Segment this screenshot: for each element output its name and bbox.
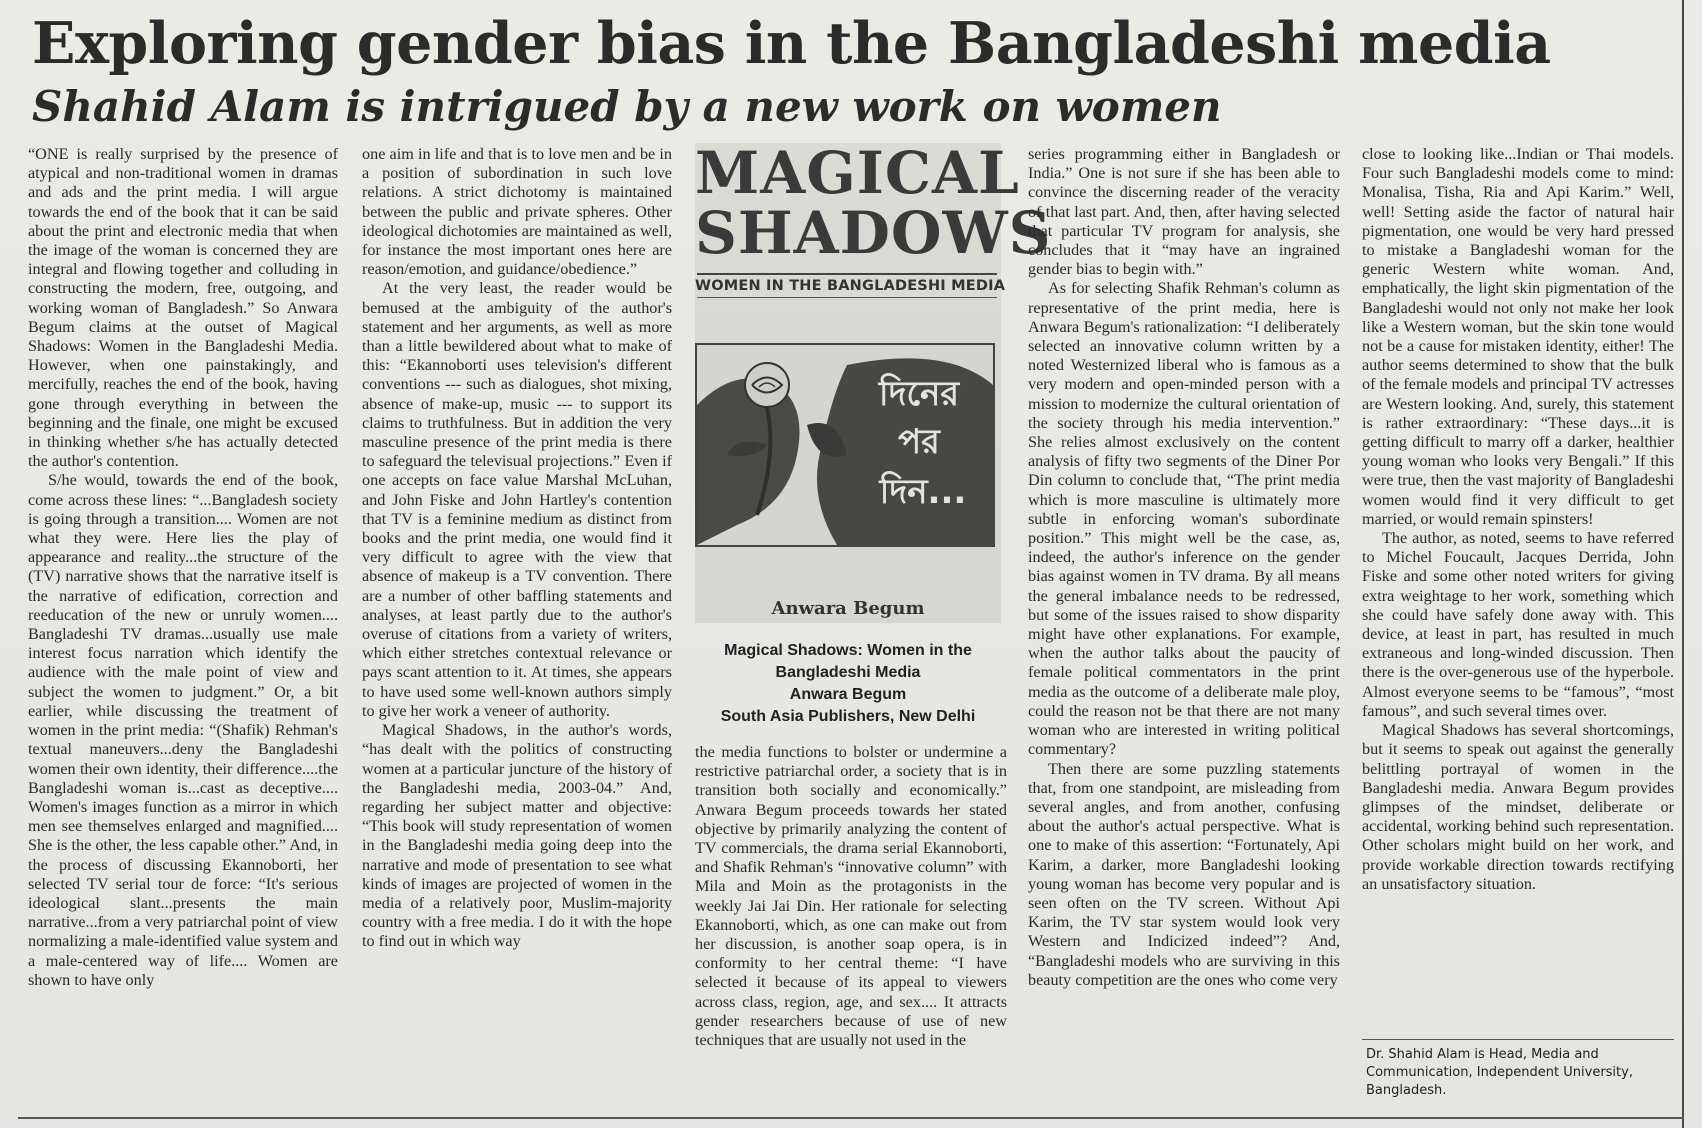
book-cover-rule	[697, 273, 997, 275]
column-3	[695, 743, 1007, 1050]
book-cover-title-line: SHADOWS	[695, 199, 1052, 267]
art-text: দিন...	[879, 472, 967, 512]
book-info-author: Anwara Begum	[789, 686, 907, 703]
rose-illustration-icon	[697, 345, 993, 545]
art-text: পর	[898, 422, 940, 462]
book-info-title: Bangladeshi Media	[775, 664, 921, 681]
column-1	[28, 145, 338, 990]
paragraph: Then there are some puzzling statements that, from one standpoint, are misleading from several angles, and from another, confusing about the author's actual perspective. What is one to make of this assertion: “Fortunately, Api Karim, a darker, more Bangladeshi looking young woman has become very popular and is seen often on the TV screen. Without Api Karim, the TV star system would look very Western and Indicized indeed”? And, “Bangladeshi models who are surviving in this beauty competition are the ones who come very	[1028, 759, 1340, 989]
book-cover	[695, 139, 1052, 623]
paragraph: At the very least, the reader would be bemused at the ambiguity of the author's statement and her arguments, as well as more than a little bewildered about what to make of this: “Ekannoborti uses television's different conventions --- such as dialogues, shot mixing, absence of make-up, music --- to support its claims to truthfulness. But in addition the very masculine presence of the print media is there to safeguard the televisual projections.” Even if one accepts on face value Marshal McLuhan, and John Fiske and John Hartley's contention that TV is a feminine medium as distinct from books and the print media, one would find it very difficult to agree with the view that absence of makeup is a TV convention. There are a number of other baffling statements and analyses, at least partly due to the author's overuse of citations from a variety of writers, which either stretches contextual relevance or pays scant attention to it. At times, she appears to have used some well-known authors simply to give her work a veneer of authority.	[362, 279, 672, 720]
book-info-title: Magical Shadows: Women in the	[724, 642, 972, 659]
paragraph: The author, as noted, seems to have referred to Michel Foucault, Jacques Derrida, John Fiske and some other noted writers for giving extra weightage to her work, something which she could have safely done away with. This device, at least in part, has resulted in much extraneous and long-winded discussion. Then there is the over-generous use of the hyperbole. Almost everyone seems to be “famous”, “most famous”, and such several times over.	[1362, 529, 1674, 720]
column-5	[1362, 145, 1674, 894]
column-rule	[1682, 0, 1684, 1128]
paragraph: series programming either in Bangladesh or India.” One is not sure if she has been able to convince the discerning reader of the veracity of that last part. And, then, after having selected that particular TV program for analysis, she concludes that it “may have an ingrained gender bias to begin with.”	[1028, 145, 1340, 279]
column-4	[1028, 145, 1340, 990]
paragraph: S/he would, towards the end of the book, come across these lines: “...Bangladesh society is going through a transition.... Women are not what they were. Here lies the play of appearance and reality...the structure of the (TV) narrative shows that the narrative itself is the narrative of edification, correction and reeducation of the new or unruly women.... Bangladeshi TV dramas...usually use male interest focus narration which identify the audience with the male point of view and subject the women to judgment.” Or, a bit earlier, while discussing the treatment of women in the print media: “(Shafik) Rehman's textual maneuvers...deny the Bangladeshi women their own identity, their difference....the Bangladeshi woman is...cast as deceptive.... Women's images function as a mirror in which men see themselves enlarged and magnified.... She is the other, the less capable other.” And, in the process of discussing Ekannoborti, her selected TV serial tour de force: “It's serious ideological slant...presents the main narrative...from a very patriarchal point of view normalizing a male-identified value system and a male-centered way of life.... Women are shown to have only	[28, 471, 338, 989]
art-text: দিনের	[878, 374, 960, 414]
paragraph: one aim in life and that is to love men and be in a position of subordination in such love relations. A strict dichotomy is maintained between the public and private spheres. Other ideological dichotomies are maintained as well, for instance the most important ones here are reason/emotion, and guidance/obedience.”	[362, 145, 672, 279]
book-cover-title	[695, 139, 1052, 267]
book-cover-illustration	[695, 343, 995, 547]
column-2	[362, 145, 672, 952]
headline: Exploring gender bias in the Bangladeshi media	[32, 10, 1551, 77]
book-cover-author: Anwara Begum	[771, 598, 925, 619]
paragraph: Magical Shadows has several shortcomings, but it seems to speak out against the generally belittling portrayal of women in the Bangladeshi media. Anwara Begum provides glimpses of the mindset, deliberate or accidental, working behind such representation. Other scholars might build on her work, and provide workable direction towards rectifying an unsatisfactory situation.	[1362, 721, 1674, 893]
subhead: Shahid Alam is intrigued by a new work on women	[32, 82, 1222, 131]
page-rule	[18, 1117, 1684, 1119]
book-cover-subtitle: WOMEN IN THE BANGLADESHI MEDIA	[695, 278, 1006, 294]
book-cover-title-line: MAGICAL	[695, 139, 1020, 207]
book-info	[695, 640, 1001, 728]
paragraph: the media functions to bolster or undermine a restrictive patriarchal order, a society that is in transition both socially and economically.” Anwara Begum proceeds towards her stated objective by primarily analyzing the content of TV commercials, the drama serial Ekannoborti, and Shafik Rehman's “innovative column” with Mila and Moin as the protagonists in the weekly Jai Jai Din. Her rationale for selecting Ekannoborti, which, as one can make out from her discussion, is another soap opera, is in conformity to her central theme: “I have selected it because of its appeal to viewers across class, region, age, and sex.... It attracts gender researchers because of use of new techniques that are usually not used in the	[695, 743, 1007, 1050]
paragraph: “ONE is really surprised by the presence of atypical and non-traditional women in dramas and ads and the print media. I will argue towards the end of the book that it can be said about the print and electronic media that when the image of the woman is concerned they are integral and flowing together and colluding in constructing the modern, free, outgoing, and working woman of Bangladesh.” So Anwara Begum claims at the outset of Magical Shadows: Women in the Bangladeshi Media. However, when one painstakingly, and mercifully, reaches the end of the book, having gone through everything in between the beginning and the finale, one might be excused in thinking whether s/he has actually detected the author's contention.	[28, 145, 338, 471]
bio-divider	[1362, 1039, 1674, 1040]
author-bio: Dr. Shahid Alam is Head, Media and Communication, Independent University, Bangladesh.	[1366, 1047, 1633, 1098]
paragraph: close to looking like...Indian or Thai models. Four such Bangladeshi models come to mind: Monalisa, Tisha, Ria and Api Karim.” Well, well! Setting aside the factor of natural hair pigmentation, one would be very hard pressed to mistake a Bangladeshi woman for the generic Western white woman. And, emphatically, the light skin pigmentation of the Bangladeshi would not only not make her look like a Western woman, but the skin tone would not be a cause for mistaken identity, either! The author seems determined to show that the bulk of the female models and principal TV actresses are Western looking. And, surely, this statement is rather extraordinary: “These days...it is getting difficult to marry off a darker, healthier young woman who looks very Bengali.” If this were true, then the vast majority of Bangladeshi women would find it very difficult to get married, or would remain spinsters!	[1362, 145, 1674, 528]
paragraph: Magical Shadows, in the author's words, “has dealt with the politics of constructing women at a particular juncture of the history of the Bangladeshi media, 2003-04.” And, regarding her subject matter and objective: “This book will study representation of women in the Bangladeshi media going deep into the narrative and mode of presentation to see what kinds of images are projected of women in the media of a relatively poor, Muslim-majority country with a free media. I do it with the hope to find out in which way	[362, 721, 672, 951]
paragraph: As for selecting Shafik Rehman's column as representative of the print media, here is Anwara Begum's rationalization: “I deliberately selected an innovative column written by a noted Westernized liberal who is famous as a very modern and open-minded person with a mission to modernize the cultural orientation of the society through his media intervention.” She relies almost exclusively on the content analysis of fifty two segments of the Diner Por Din column to conclude that, “The print media which is more masculine is ultimately more subtle in enforcing woman's subordinate position.” This might well be the case, as, indeed, the author's inference on the gender bias against women in TV drama. By all means the general imbalance needs to be redressed, but some of the issues raised to show disparity might have other explanations. For example, when the author talks about the paucity of female political commentators in the print media as the outcome of a deliberate male ploy, could the reason not be that there are not many woman who are interested in writing political commentary?	[1028, 279, 1340, 759]
book-info-publisher: South Asia Publishers, New Delhi	[720, 708, 976, 725]
book-cover-rule	[697, 297, 997, 298]
